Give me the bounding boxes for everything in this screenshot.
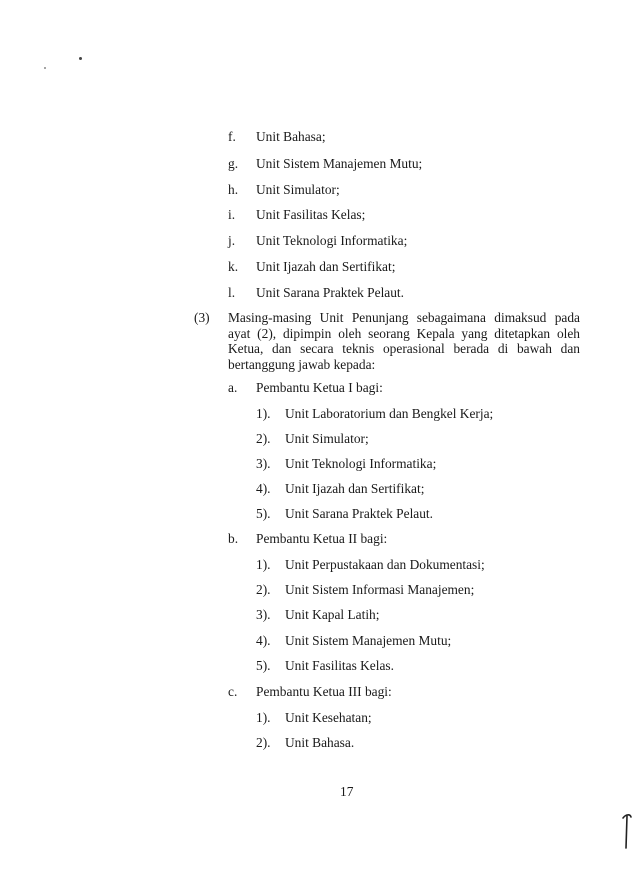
list-item-text: Unit Sistem Manajemen Mutu; [256,156,423,171]
page-number: 17 [340,784,354,799]
group-title: Pembantu Ketua I bagi: [256,380,383,395]
group-marker: a. [228,380,238,395]
list-marker: f. [228,129,236,144]
sub-item-text: Unit Sistem Informasi Manajemen; [285,582,475,597]
sub-item-text: Unit Ijazah dan Sertifikat; [285,481,425,496]
list-item-text: Unit Teknologi Informatika; [256,233,408,248]
sub-item-text: Unit Laboratorium dan Bengkel Kerja; [285,406,494,421]
handwritten-paraph-mark [618,812,634,852]
paragraph-number: (3) [194,310,210,325]
sub-item-marker: 2). [256,582,271,597]
sub-item-marker: 1). [256,406,271,421]
sub-item-marker: 4). [256,633,271,648]
list-item-text: Unit Ijazah dan Sertifikat; [256,259,396,274]
list-marker: l. [228,285,236,300]
sub-item-marker: 5). [256,506,271,521]
list-marker: h. [228,182,239,197]
list-item-text: Unit Bahasa; [256,129,326,144]
group-title: Pembantu Ketua II bagi: [256,531,388,546]
sub-item-text: Unit Kesehatan; [285,710,372,725]
list-item-text: Unit Simulator; [256,182,340,197]
sub-item-text: Unit Fasilitas Kelas. [285,658,394,673]
sub-item-text: Unit Bahasa. [285,735,355,750]
sub-item-marker: 5). [256,658,271,673]
sub-item-marker: 4). [256,481,271,496]
sub-item-marker: 3). [256,456,271,471]
list-item-text: Unit Sarana Praktek Pelaut. [256,285,405,300]
list-marker: k. [228,259,239,274]
sub-item-text: Unit Sarana Praktek Pelaut. [285,506,434,521]
sub-item-text: Unit Teknologi Informatika; [285,456,437,471]
scan-speck [44,67,46,69]
sub-item-marker: 3). [256,607,271,622]
group-marker: c. [228,684,238,699]
group-title: Pembantu Ketua III bagi: [256,684,392,699]
sub-item-marker: 1). [256,557,271,572]
sub-item-marker: 2). [256,431,271,446]
sub-item-marker: 1). [256,710,271,725]
scan-speck [79,57,82,60]
list-marker: g. [228,156,239,171]
list-marker: j. [228,233,236,248]
sub-item-text: Unit Perpustakaan dan Dokumentasi; [285,557,485,572]
list-item-text: Unit Fasilitas Kelas; [256,207,366,222]
group-marker: b. [228,531,239,546]
paragraph-text: Masing-masing Unit Penunjang sebagaimana dimaksud pada ayat (2), dipimpin oleh seorang Kepala yang ditetapkan oleh Ketua, dan secara teknis operasional berada di bawah dan bertanggung jawab kepada: [228,310,580,372]
sub-item-text: Unit Kapal Latih; [285,607,380,622]
sub-item-text: Unit Simulator; [285,431,369,446]
sub-item-text: Unit Sistem Manajemen Mutu; [285,633,452,648]
list-marker: i. [228,207,236,222]
sub-item-marker: 2). [256,735,271,750]
